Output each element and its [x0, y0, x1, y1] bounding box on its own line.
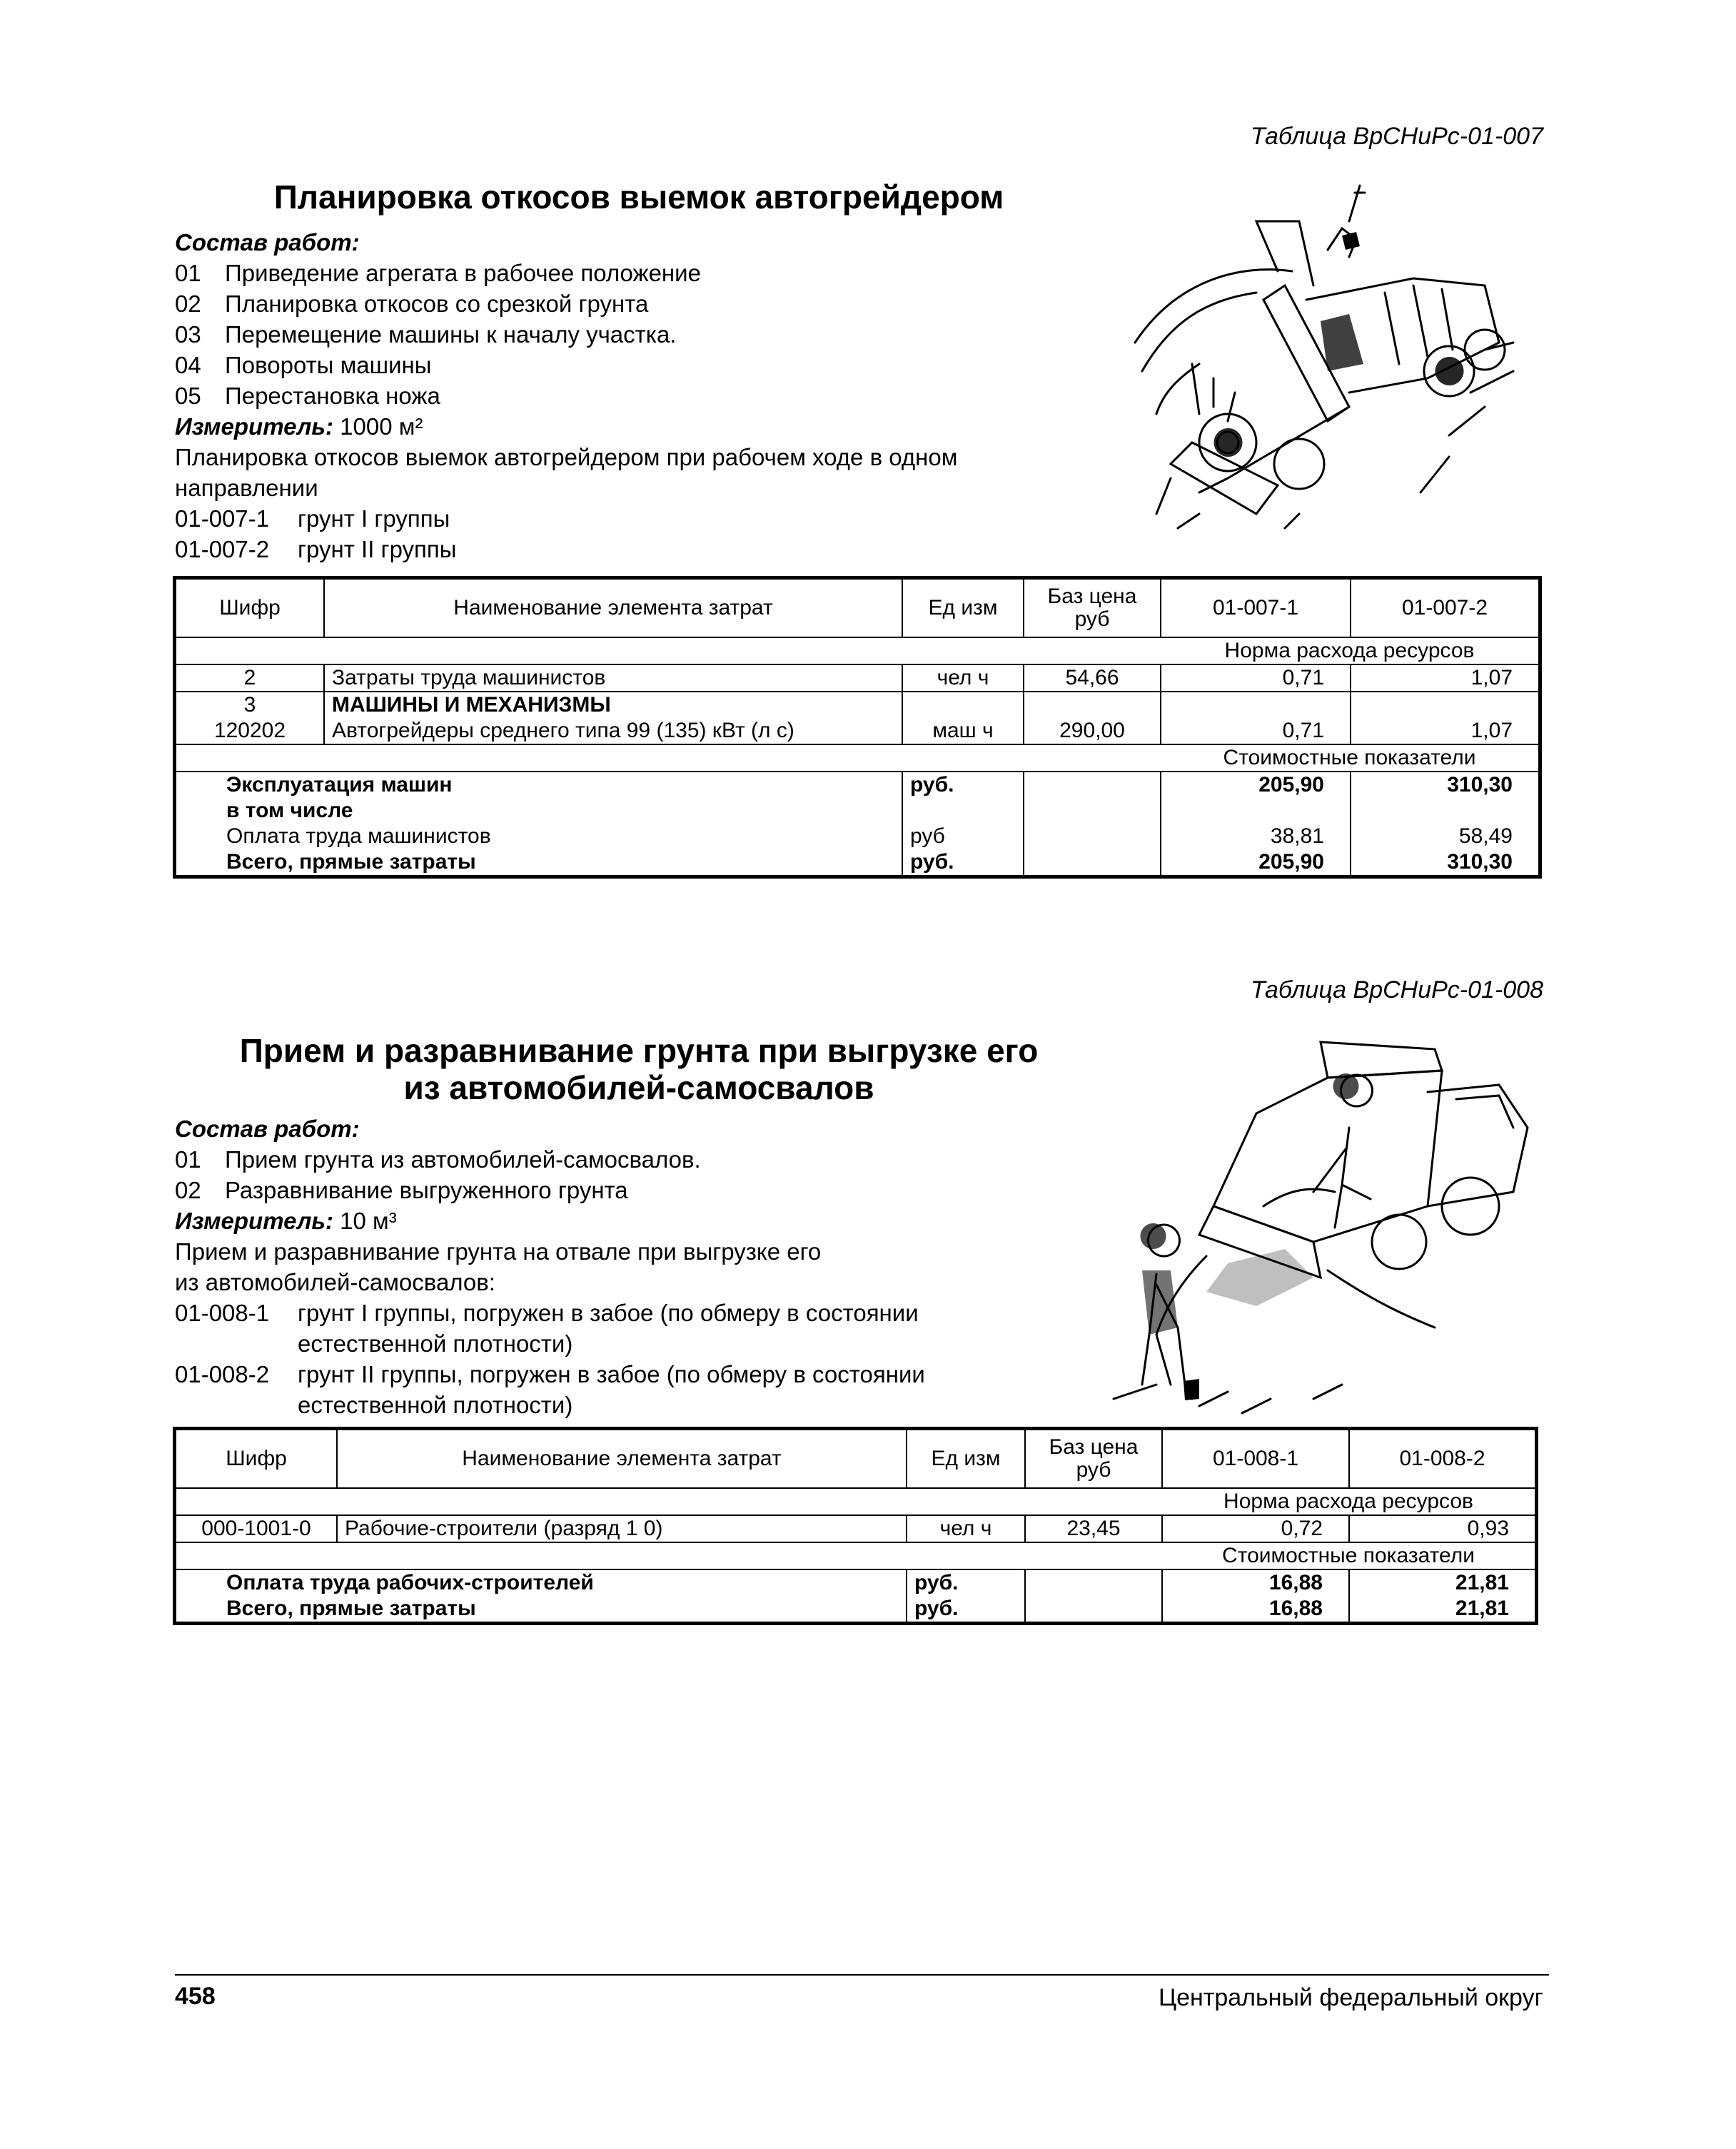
header-unit: Ед изм [907, 1430, 1025, 1488]
variant-continuation: естественной плотности) [298, 1392, 573, 1418]
section-label-norm: Норма расхода ресурсов [1162, 1488, 1535, 1515]
header-price: Баз цена руб [1024, 579, 1161, 637]
footer-region: Центральный федеральный округ [1158, 1984, 1543, 2011]
description-line: направлении [175, 475, 318, 501]
footer-rule [175, 1974, 1549, 1976]
composition-label: Состав работ: [175, 1116, 360, 1142]
page-number: 458 [175, 1983, 216, 2010]
header-col2: 01-008-2 [1349, 1430, 1535, 1488]
composition-label: Состав работ: [175, 229, 360, 256]
description-block-008 [175, 1113, 1103, 1420]
description-line: Планировка откосов выемок автогрейдером при рабочем ходе в одном [175, 444, 958, 470]
section-label-cost: Стоимостные показатели [1161, 744, 1539, 772]
header-code: Шифр [176, 579, 324, 637]
variant-continuation: естественной плотности) [298, 1330, 573, 1357]
header-col2: 01-007-2 [1351, 579, 1539, 637]
table-row: 3 МАШИНЫ И МЕХАНИЗМЫ [176, 692, 1539, 718]
table-row: 120202 Автогрейдеры среднего типа 99 (135) кВт (л с) маш ч 290,00 0,71 1,07 [176, 718, 1539, 744]
section-label-cost: Стоимостные показатели [1162, 1542, 1535, 1569]
table-ref-007: Таблица ВрСНиРс-01-007 [1250, 123, 1543, 150]
description-line: Прием и разравнивание грунта на отвале при выгрузке его [175, 1238, 822, 1265]
variant: 01-008-1 грунт I группы, погружен в забое (по обмеру в состоянии [175, 1300, 919, 1326]
composition-item: 02 Планировка откосов со срезкой грунта [175, 290, 649, 317]
title-line: Прием и разравнивание грунта при выгрузке его [239, 1032, 1039, 1069]
section-label-norm: Норма расхода ресурсов [1161, 637, 1539, 664]
description-line: из автомобилей-самосвалов: [175, 1269, 495, 1295]
title-line: Планировка откосов выемок автогрейдером [273, 178, 1004, 216]
header-code: Шифр [176, 1430, 337, 1488]
table-header [176, 1430, 1535, 1488]
variant: 01-008-2 грунт II группы, погружен в забое (по обмеру в состоянии [175, 1361, 925, 1387]
header-unit: Ед изм [902, 579, 1024, 637]
table-row: 000-1001-0 Рабочие-строители (разряд 1 0) чел ч 23,45 0,72 0,93 [176, 1515, 1535, 1542]
header-name: Наименование элемента затрат [337, 1430, 907, 1488]
cost-row: Всего, прямые затраты руб. 205,90 310,30 [176, 849, 1539, 876]
cost-row: Оплата труда рабочих-строителей руб. 16,88 21,81 [176, 1569, 1535, 1596]
header-price: Баз цена руб [1025, 1430, 1162, 1488]
section-row-norm [176, 1488, 1535, 1515]
composition-item: 01 Прием грунта из автомобилей-самосвалов. [175, 1146, 701, 1173]
variant: 01-007-2 грунт II группы [175, 536, 457, 562]
cost-table-008 [175, 1429, 1536, 1623]
title-008 [175, 1032, 1103, 1106]
table-row: 2 Затраты труда машинистов чел ч 54,66 0,71 1,07 [176, 664, 1539, 692]
meter: Измеритель: 1000 м² [175, 413, 423, 440]
title-line: из автомобилей-самосвалов [403, 1069, 874, 1106]
table-ref-008: Таблица ВрСНиРс-01-008 [1250, 976, 1543, 1003]
composition-item: 05 Перестановка ножа [175, 383, 440, 409]
cost-row: в том числе [176, 798, 1539, 824]
composition-item: 01 Приведение агрегата в рабочее положение [175, 260, 701, 286]
section-row-cost [176, 1542, 1535, 1569]
cost-row: Оплата труда машинистов руб 38,81 58,49 [176, 824, 1539, 849]
header-col1: 01-007-1 [1161, 579, 1351, 637]
title-007 [175, 178, 1103, 216]
composition-item: 04 Повороты машины [175, 352, 432, 378]
cost-row: Всего, прямые затраты руб. 16,88 21,81 [176, 1596, 1535, 1622]
table-header [176, 579, 1539, 637]
header-col1: 01-008-1 [1162, 1430, 1349, 1488]
section-row-cost [176, 744, 1539, 772]
composition-item: 03 Перемещение машины к началу участка. [175, 321, 677, 348]
header-name: Наименование элемента затрат [324, 579, 902, 637]
section-row-norm [176, 637, 1539, 664]
motor-grader-illustration [1114, 178, 1542, 535]
cost-row: Эксплуатация машин руб. 205,90 310,30 [176, 772, 1539, 798]
variant: 01-007-1 грунт I группы [175, 505, 450, 532]
description-block-007 [175, 227, 1103, 565]
composition-item: 02 Разравнивание выгруженного грунта [175, 1177, 628, 1203]
meter: Измеритель: 10 м³ [175, 1208, 397, 1234]
dump-truck-workers-illustration [1099, 1028, 1556, 1427]
cost-table-007 [175, 578, 1540, 876]
